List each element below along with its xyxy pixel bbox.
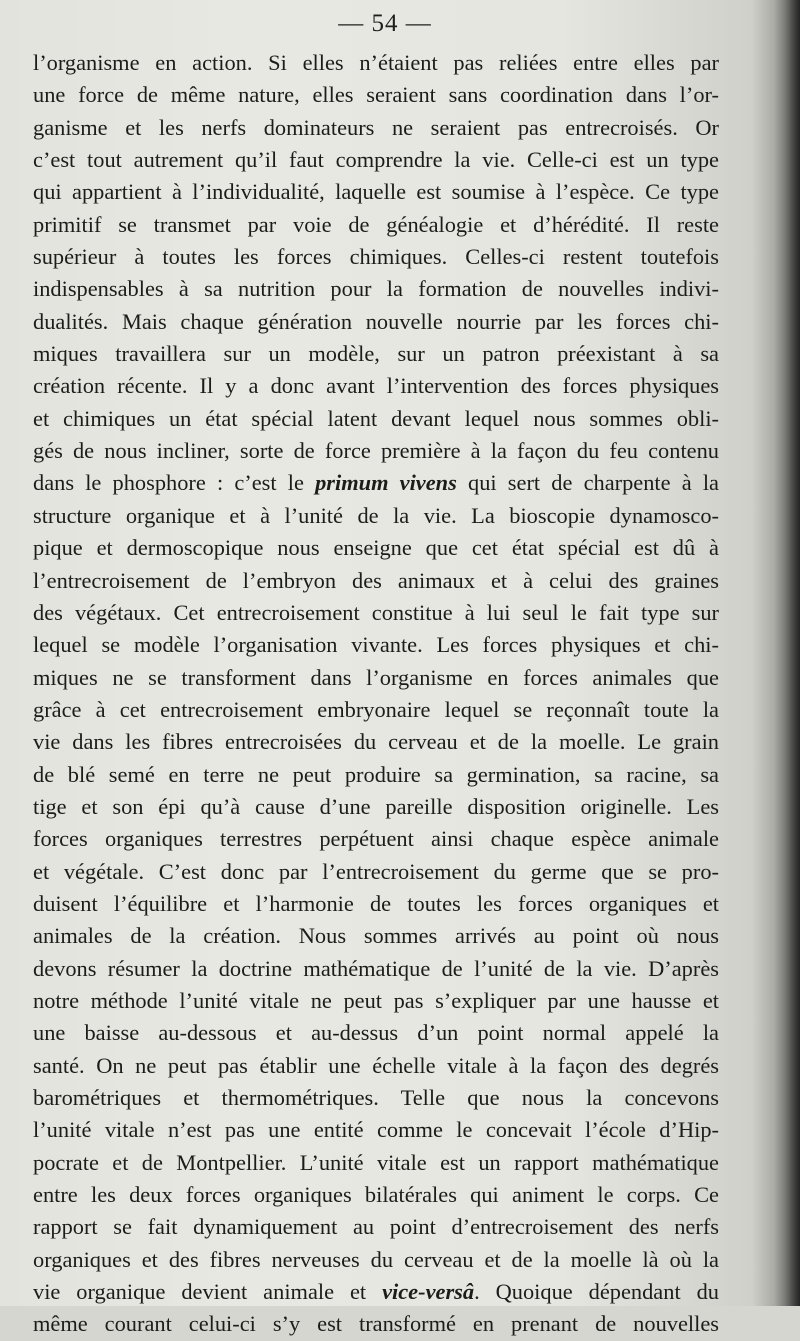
text-line: notre méthode l’unité vitale ne peut pas s’expliquer par une hausse et xyxy=(33,987,719,1013)
body-text xyxy=(33,47,719,1341)
text-line: miques travaillera sur un modèle, sur un patron préexistant à sa xyxy=(33,341,719,367)
text-line: supérieur à toutes les forces chimiques. Celles-ci restent toutefois xyxy=(33,244,719,270)
text-line: entre les deux forces organiques bilatérales qui animent le corps. Ce xyxy=(33,1182,719,1208)
text-line: l’organisme en action. Si elles n’étaient pas reliées entre elles par xyxy=(33,50,719,75)
text-line: une baisse au-dessous et au-dessus d’un point normal appelé la xyxy=(33,1020,719,1046)
text-line: indispensables à sa nutrition pour la formation de nouvelles indivi- xyxy=(33,276,719,302)
text-line: grâce à cet entrecroisement embryonaire lequel se reçonnaît toute la xyxy=(33,696,719,722)
text-line: barométriques et thermométriques. Telle que nous la concevons xyxy=(33,1085,719,1110)
text-line: dualités. Mais chaque génération nouvelle nourrie par les forces chi- xyxy=(33,308,719,334)
text-line: pique et dermoscopique nous enseigne que cet état spécial est dû à xyxy=(33,535,719,561)
text-line: gés de nous incliner, sorte de force première à la façon du feu contenu xyxy=(33,438,719,464)
text-line-part: . Quoique dépendant du xyxy=(474,1279,719,1305)
text-line: organiques et des fibres nerveuses du cerveau et de la moelle là où la xyxy=(33,1246,719,1272)
italic-term: primum vivens xyxy=(315,470,457,496)
text-line: structure organique et à l’unité de la vie. La bioscopie dynamosco- xyxy=(33,502,719,528)
text-line: santé. On ne peut pas établir une échelle vitale à la façon des degrés xyxy=(33,1052,719,1078)
text-line-part: qui sert de charpente à la xyxy=(456,470,719,496)
text-line xyxy=(33,1276,719,1308)
text-line: rapport se fait dynamiquement au point d’entrecroisement des nerfs xyxy=(33,1214,719,1240)
text-line: duisent l’équilibre et l’harmonie de toutes les forces organiques et xyxy=(33,890,719,916)
page-number: — 54 — xyxy=(338,10,432,37)
text-line: création récente. Il y a donc avant l’intervention des forces physiques xyxy=(33,373,719,399)
text-line: et chimiques un état spécial latent devant lequel nous sommes obli- xyxy=(33,405,719,431)
text-line: animales de la création. Nous sommes arrivés au point où nous xyxy=(33,923,719,949)
text-line: même courant celui-ci s’y est transformé en prenant de nouvelles xyxy=(33,1311,719,1337)
text-line: tige et son épi qu’à cause d’une pareille disposition originelle. Les xyxy=(33,793,719,819)
text-line: pocrate et de Montpellier. L’unité vitale est un rapport mathématique xyxy=(33,1149,719,1175)
text-line-part: dans le phosphore : c’est le xyxy=(33,470,316,496)
text-line: c’est tout autrement qu’il faut comprendre la vie. Celle-ci est un type xyxy=(33,147,719,173)
text-line: devons résumer la doctrine mathématique de l’unité de la vie. D’après xyxy=(33,955,719,981)
text-line: et végétale. C’est donc par l’entrecroisement du germe que se pro- xyxy=(33,858,719,884)
text-line: vie dans les fibres entrecroisées du cerveau et de la moelle. Le grain xyxy=(33,729,719,755)
text-line xyxy=(33,467,719,499)
text-line: miques ne se transforment dans l’organisme en forces animales que xyxy=(33,664,719,690)
text-line: de blé semé en terre ne peut produire sa germination, sa racine, sa xyxy=(33,761,719,787)
text-line: une force de même nature, elles seraient sans coordination dans l’or- xyxy=(33,82,719,108)
text-line: forces organiques terrestres perpétuent ainsi chaque espèce animale xyxy=(33,826,719,852)
italic-term: vice-versâ xyxy=(382,1279,475,1305)
text-line: qui appartient à l’individualité, laquelle est soumise à l’espèce. Ce type xyxy=(33,179,719,205)
text-line: primitif se transmet par voie de généalogie et d’hérédité. Il reste xyxy=(33,211,719,237)
text-line: l’unité vitale n’est pas une entité comme le concevait l’école d’Hip- xyxy=(33,1117,719,1143)
text-line: ganisme et les nerfs dominateurs ne seraient pas entrecroisés. Or xyxy=(33,114,719,140)
text-line: lequel se modèle l’organisation vivante. Les forces physiques et chi- xyxy=(33,632,719,658)
text-line-part: vie organique devient animale et xyxy=(33,1279,383,1305)
text-line: des végétaux. Cet entrecroisement constitue à lui seul le fait type sur xyxy=(33,599,719,625)
text-line: l’entrecroisement de l’embryon des animaux et à celui des graines xyxy=(33,567,719,593)
page-edge-shadow xyxy=(774,0,800,1306)
